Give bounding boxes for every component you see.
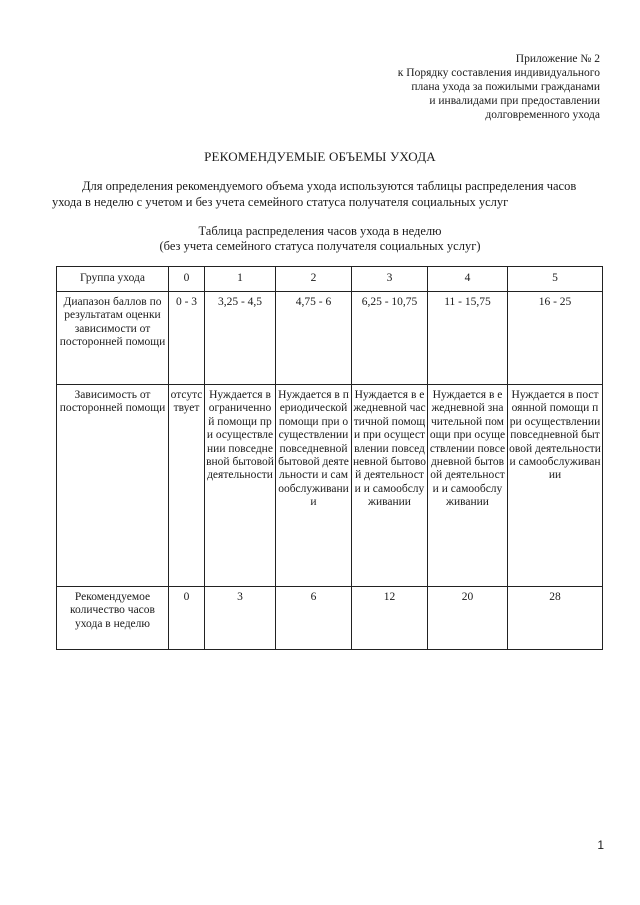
header-cell: 2 bbox=[276, 267, 352, 292]
intro-line: Для определения рекомендуемого объема ухода используются таблицы распределения часов bbox=[82, 179, 577, 193]
table-cell: 20 bbox=[428, 587, 508, 650]
annex-line: к Порядку составления индивидуального bbox=[397, 67, 600, 79]
table-row bbox=[57, 385, 603, 587]
caption-line: Таблица распределения часов ухода в неделю bbox=[198, 224, 442, 238]
page-number: 1 bbox=[597, 838, 604, 852]
header-cell: Группа ухода bbox=[57, 267, 169, 292]
annex-block bbox=[300, 52, 600, 122]
table-cell: 11 - 15,75 bbox=[428, 292, 508, 385]
table-cell: отсутствует bbox=[169, 385, 205, 587]
annex-line: Приложение № 2 bbox=[515, 53, 600, 65]
intro-line: ухода в неделю с учетом и без учета семейного статуса получателя социальных услуг bbox=[52, 195, 509, 209]
table-cell: 16 - 25 bbox=[508, 292, 603, 385]
table-cell: Нуждается в постоянной помощи при осуществлении повседневной бытовой деятельности и самообслуживании bbox=[508, 385, 603, 587]
row-label: Рекомендуемое количество часов ухода в неделю bbox=[57, 587, 169, 650]
table-cell: Нуждается в ежедневной частичной помощи при осуществлении повседневной бытовой деятельности и самообслуживании bbox=[352, 385, 428, 587]
header-cell: 3 bbox=[352, 267, 428, 292]
document-title: РЕКОМЕНДУЕМЫЕ ОБЪЕМЫ УХОДА bbox=[204, 149, 436, 164]
table-cell: 6 bbox=[276, 587, 352, 650]
table-caption bbox=[0, 224, 640, 254]
table-cell: 28 bbox=[508, 587, 603, 650]
row-label: Зависимость от посторонней помощи bbox=[57, 385, 169, 587]
table-cell: Нуждается в периодической помощи при осуществлении повседневной бытовой деятельности и самообслуживании bbox=[276, 385, 352, 587]
table-cell: Нуждается в ограниченной помощи при осуществлении повседневной бытовой деятельности bbox=[205, 385, 276, 587]
table-cell: 0 - 3 bbox=[169, 292, 205, 385]
table-header-row bbox=[57, 267, 603, 292]
table-cell: 0 bbox=[169, 587, 205, 650]
annex-line: и инвалидами при предоставлении bbox=[429, 95, 600, 107]
table-cell: 3,25 - 4,5 bbox=[205, 292, 276, 385]
annex-line: долговременного ухода bbox=[485, 109, 600, 121]
intro-paragraph bbox=[52, 178, 604, 210]
header-cell: 4 bbox=[428, 267, 508, 292]
header-cell: 0 bbox=[169, 267, 205, 292]
table-cell: 6,25 - 10,75 bbox=[352, 292, 428, 385]
care-hours-table bbox=[56, 266, 603, 650]
table-cell: 4,75 - 6 bbox=[276, 292, 352, 385]
table-cell: Нуждается в ежедневной значительной помощи при осуществлении повседневной бытовой деятельности и самообслуживании bbox=[428, 385, 508, 587]
annex-line: плана ухода за пожилыми гражданами bbox=[411, 81, 600, 93]
row-label: Диапазон баллов по результатам оценки зависимости от посторонней помощи bbox=[57, 292, 169, 385]
table-row bbox=[57, 587, 603, 650]
header-cell: 1 bbox=[205, 267, 276, 292]
table-cell: 12 bbox=[352, 587, 428, 650]
caption-line: (без учета семейного статуса получателя социальных услуг) bbox=[159, 239, 481, 253]
header-cell: 5 bbox=[508, 267, 603, 292]
table-cell: 3 bbox=[205, 587, 276, 650]
table-row bbox=[57, 292, 603, 385]
